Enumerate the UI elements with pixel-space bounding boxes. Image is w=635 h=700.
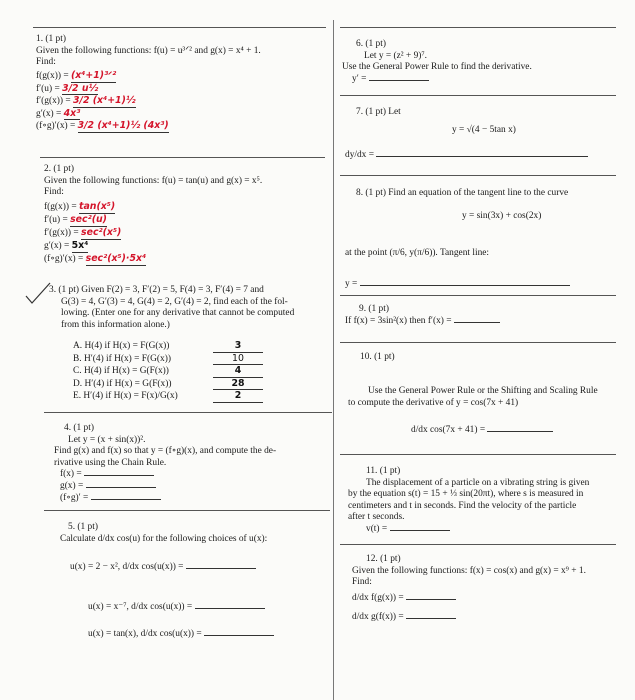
q12-line: Given the following functions: f(x) = cos(x) and g(x) = x⁹ + 1. — [352, 565, 586, 576]
q8-line: 8. (1 pt) Find an equation of the tangent line to the curve — [356, 188, 569, 198]
q8-point: at the point (π/6, y(π/6)). Tangent line: — [345, 248, 490, 258]
q6-line: Use the General Power Rule to find the derivative. — [342, 62, 532, 73]
question-4 — [54, 423, 276, 504]
q3-answer: 2 — [213, 390, 263, 403]
q2-answer: sec²(x⁵) — [81, 227, 122, 238]
q3-row: D. H′(4) if H(x) = G(F(x)) 28 — [73, 378, 263, 391]
q6-line: Let y = (z² + 9)⁷. — [364, 50, 427, 61]
q5-answer-field[interactable] — [186, 568, 256, 569]
q11-number: 11. (1 pt) — [366, 466, 401, 476]
q10-answer-field[interactable] — [487, 431, 553, 432]
rule — [340, 342, 616, 343]
q11-row: v(t) = — [348, 524, 589, 536]
q12-answer-field[interactable] — [406, 599, 456, 600]
q6-number: 6. (1 pt) — [356, 39, 386, 49]
q6-answer-field[interactable] — [369, 80, 429, 81]
question-10 — [348, 386, 598, 409]
q5-answer-field[interactable] — [195, 608, 265, 609]
q1-answer: 4x³ — [63, 107, 81, 119]
q9-number: 9. (1 pt) — [359, 304, 389, 314]
rule — [340, 454, 616, 455]
q3-answers — [73, 340, 263, 403]
q11-answer-field[interactable] — [390, 530, 450, 531]
q4-row: (f∘g)′ = — [54, 493, 276, 505]
rule — [340, 175, 616, 176]
q10-line: to compute the derivative of y = cos(7x + 41) — [348, 397, 519, 408]
q5-answer-field[interactable] — [204, 635, 274, 636]
q1-row: f(g(x)) = (x⁴+1)³ᐟ² — [36, 70, 117, 81]
q6-row: y′ = — [342, 74, 532, 86]
q2-row: (f∘g)′(x) = sec²(x⁵)·5x⁴ — [44, 253, 147, 264]
q4-answer-field[interactable] — [86, 487, 156, 488]
question-3 — [49, 285, 294, 331]
q10-row: d/dx cos(7x + 41) = — [411, 425, 553, 437]
q9-answer-field[interactable] — [454, 322, 500, 323]
question-2 — [44, 164, 262, 199]
question-1 — [36, 34, 261, 69]
q11-line: by the equation s(t) = 15 + ⅓ sin(20πt), where s is measured in — [348, 489, 584, 500]
q3-answer: 3 — [213, 340, 263, 353]
q5-prompt: Calculate d/dx cos(u) for the following choices of u(x): — [60, 533, 268, 544]
question-5 — [60, 522, 267, 545]
rule — [340, 95, 616, 96]
q3-line: lowing. (Enter one for any derivative that cannot be computed — [61, 308, 295, 319]
q3-row: C. H(4) if H(x) = G(F(x)) 4 — [73, 365, 263, 378]
q1-row: g′(x) = 4x³ — [36, 107, 81, 119]
q2-find: Find: — [44, 187, 64, 198]
q7-equation: y = √(4 − 5tan x) — [452, 125, 516, 135]
q1-prompt: Given the following functions: f(u) = u³ᐟ² and g(x) = x⁴ + 1. — [36, 45, 261, 56]
question-12 — [352, 554, 586, 624]
q4-line: Find g(x) and f(x) so that y = (f∘g)(x), and compute the de- — [54, 446, 277, 457]
q12-number: 12. (1 pt) — [366, 554, 401, 564]
q3-line: from this information alone.) — [61, 319, 170, 330]
q1-number: 1. (1 pt) — [36, 34, 66, 44]
q12-find: Find: — [352, 577, 372, 588]
q1-answer: (x⁴+1)³ᐟ² — [70, 70, 117, 81]
rule — [40, 157, 325, 158]
q3-row: E. H′(4) if H(x) = F(x)/G(x) 2 — [73, 390, 263, 403]
rule — [340, 544, 616, 545]
q7-row: dy/dx = — [345, 150, 588, 162]
q2-number: 2. (1 pt) — [44, 164, 74, 174]
q3-answer: 28 — [213, 378, 263, 391]
q12-row: d/dx g(f(x)) = — [352, 612, 586, 624]
question-9 — [345, 304, 500, 327]
q2-row: f′(u) = sec²(u) — [44, 214, 107, 225]
rule — [33, 27, 326, 28]
q11-line: The displacement of a particle on a vibrating string is given — [366, 477, 590, 488]
q3-row: A. H(4) if H(x) = F(G(x)) 3 — [73, 340, 263, 353]
q2-row: f(g(x)) = tan(x⁵) — [44, 201, 116, 212]
q2-prompt: Given the following functions: f(u) = tan(u) and g(x) = x⁵. — [44, 175, 263, 186]
q8-answer-field[interactable] — [360, 285, 570, 286]
q7-answer-field[interactable] — [376, 156, 588, 157]
q2-answers — [44, 201, 146, 266]
q9-row: If f(x) = 3sin²(x) then f′(x) = — [345, 316, 500, 328]
q4-line: rivative using the Chain Rule. — [54, 457, 167, 468]
q3-line: 3. (1 pt) Given F(2) = 3, F′(2) = 5, F(4) = 3, F′(4) = 7 and — [49, 285, 264, 295]
q4-row: f(x) = — [54, 469, 276, 481]
q5-row: u(x) = x⁻⁷, d/dx cos(u(x)) = — [88, 602, 265, 614]
q1-answer: 3/2 (x⁴+1)½ — [73, 95, 136, 107]
q5-row: u(x) = tan(x), d/dx cos(u(x)) = — [88, 629, 274, 641]
q2-answer: sec²(x⁵)·5x⁴ — [85, 253, 147, 264]
q2-row: g′(x) = 5x⁴ — [44, 240, 89, 251]
q4-row: g(x) = — [54, 481, 276, 493]
rule — [44, 412, 332, 413]
q11-line: centimeters and t in seconds. Find the velocity of the particle — [348, 500, 577, 511]
q1-find: Find: — [36, 57, 56, 68]
q1-row: f′(u) = 3/2 u½ — [36, 82, 99, 94]
q1-row: (f∘g)′(x) = 3/2 (x⁴+1)½ (4x³) — [36, 120, 169, 132]
q2-answer: tan(x⁵) — [78, 201, 116, 212]
question-6 — [342, 39, 532, 85]
q12-answer-field[interactable] — [406, 618, 456, 619]
q3-row: B. H′(4) if H(x) = F(G(x)) 10 — [73, 353, 263, 366]
q4-number: 4. (1 pt) — [64, 423, 94, 433]
q4-answer-field[interactable] — [84, 475, 154, 476]
q8-equation: y = sin(3x) + cos(2x) — [462, 211, 542, 221]
question-11 — [348, 466, 589, 536]
q5-row: u(x) = 2 − x², d/dx cos(u(x)) = — [70, 562, 256, 574]
rule — [340, 295, 616, 296]
q3-answer: 4 — [213, 365, 263, 378]
q7-number: 7. (1 pt) Let — [356, 107, 401, 117]
q1-answers — [36, 70, 169, 133]
q4-line: Let y = (x + sin(x))². — [68, 434, 146, 445]
column-divider — [333, 20, 334, 700]
q1-answer: 3/2 (x⁴+1)½ (4x³) — [77, 120, 169, 132]
q3-line: G(3) = 4, G′(3) = 4, G(4) = 2, G′(4) = 2, find each of the fol- — [61, 296, 288, 307]
q10-number: 10. (1 pt) — [360, 352, 395, 362]
q4-answer-field[interactable] — [91, 499, 161, 500]
q1-row: f′(g(x)) = 3/2 (x⁴+1)½ — [36, 95, 136, 107]
q2-answer: sec²(u) — [70, 214, 107, 225]
rule — [44, 510, 330, 511]
rule — [340, 27, 616, 28]
q10-line: Use the General Power Rule or the Shifting and Scaling Rule — [368, 386, 598, 396]
q8-row: y = — [345, 279, 570, 291]
q12-row: d/dx f(g(x)) = — [352, 593, 586, 605]
q5-number: 5. (1 pt) — [68, 522, 98, 532]
q11-line: after t seconds. — [348, 512, 405, 523]
check-mark-icon — [24, 280, 52, 306]
q3-answer: 10 — [213, 353, 263, 366]
q1-answer: 3/2 u½ — [62, 82, 99, 94]
q2-answer: 5x⁴ — [71, 240, 89, 251]
q2-row: f′(g(x)) = sec²(x⁵) — [44, 227, 122, 238]
